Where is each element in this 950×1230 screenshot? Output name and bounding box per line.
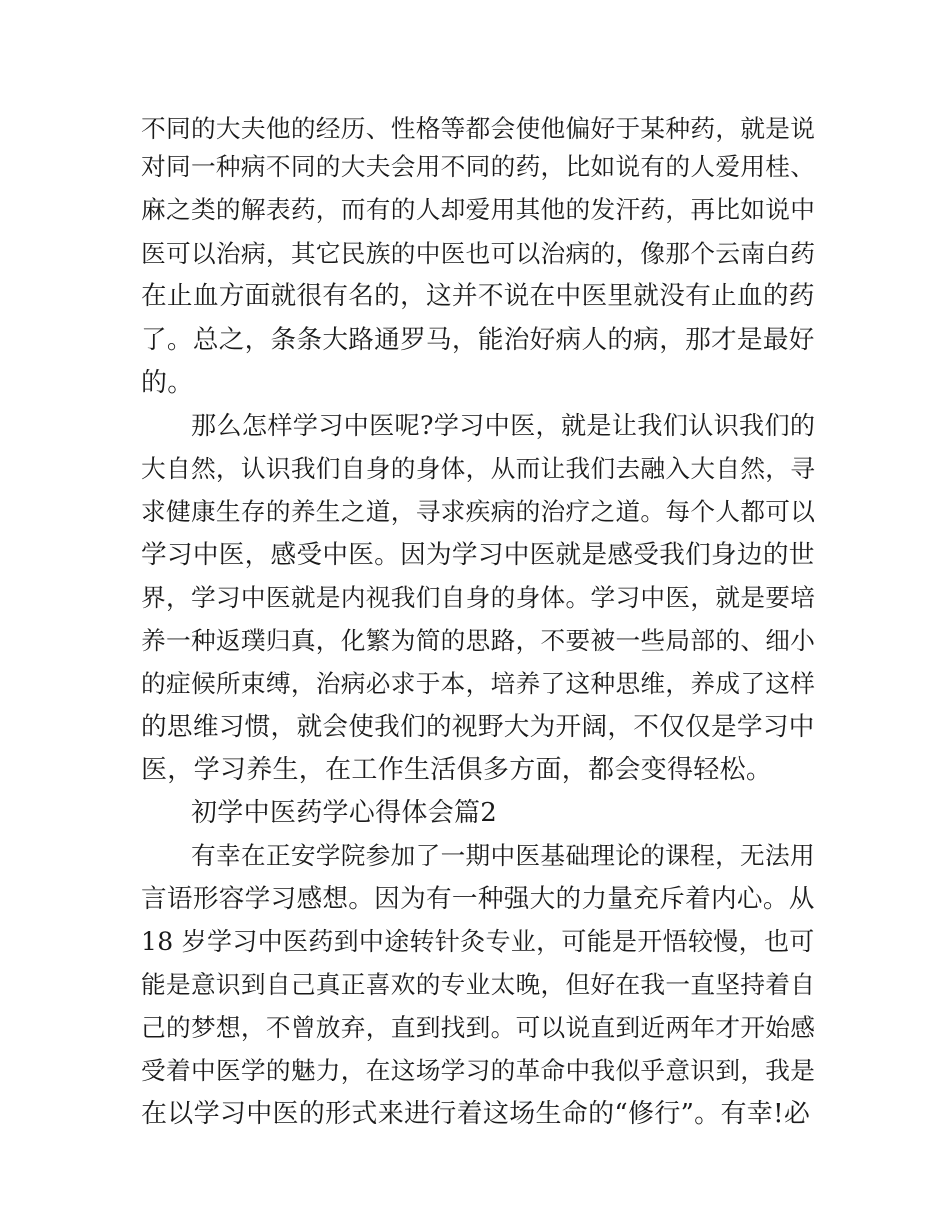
section-heading: 初学中医药学心得体会篇2: [191, 798, 498, 828]
paragraph-1-line-7: 的。: [141, 368, 194, 398]
paragraph-3-line-5: 己的梦想，不曾放弃，直到找到。可以说直到近两年才开始感: [141, 1013, 816, 1042]
paragraph-3-line-1: 有幸在正安学院参加了一期中医基础理论的课程，无法用: [191, 841, 815, 870]
paragraph-1-line-4: 医可以治病，其它民族的中医也可以治病的，像那个云南白药: [141, 239, 816, 268]
paragraph-2-line-1: 那么怎样学习中医呢?学习中医，就是让我们认识我们的: [191, 411, 816, 440]
paragraph-3-line-2: 言语形容学习感想。因为有一种强大的力量充斥着内心。从: [141, 884, 815, 914]
paragraph-3-line-4: 能是意识到自己真正喜欢的专业太晚，但好在我一直坚持着自: [141, 970, 816, 999]
paragraph-1-line-1: 不同的大夫他的经历、性格等都会使他偏好于某种药，就是说: [141, 114, 816, 143]
paragraph-3-line-7: 在以学习中医的形式来进行着这场生命的“修行”。有幸!必: [141, 1099, 811, 1129]
paragraph-1-line-2: 对同一种病不同的大夫会用不同的药，比如说有的人爱用桂、: [141, 152, 816, 181]
paragraph-2-line-2: 大自然，认识我们自身的身体，从而让我们去融入大自然，寻: [141, 454, 816, 483]
paragraph-3-line-3: 18 岁学习中医药到中途转针灸专业，可能是开悟较慢，也可: [141, 927, 815, 956]
paragraph-1-line-5: 在止血方面就很有名的，这并不说在中医里就没有止血的药: [141, 281, 815, 311]
paragraph-2-line-7: 的症候所束缚，治病必求于本，培养了这种思维，养成了这样: [141, 669, 816, 698]
paragraph-2-line-8: 的思维习惯，就会使我们的视野大为开阔，不仅仅是学习中: [141, 712, 815, 742]
paragraph-2-line-5: 界，学习中医就是内视我们自身的身体。学习中医，就是要培: [141, 583, 816, 612]
paragraph-1-line-3: 麻之类的解表药，而有的人却爱用其他的发汗药，再比如说中: [141, 195, 816, 224]
paragraph-2-line-9: 医，学习养生，在工作生活俱多方面，都会变得轻松。: [141, 755, 773, 785]
paragraph-1-line-6: 了。总之，条条大路通罗马，能治好病人的病，那才是最好: [141, 325, 815, 355]
paragraph-3-line-6: 受着中医学的魅力，在这场学习的革命中我似乎意识到，我是: [141, 1056, 816, 1085]
paragraph-2-line-3: 求健康生存的养生之道，寻求疾病的治疗之道。每个人都可以: [141, 497, 816, 526]
paragraph-2-line-6: 养一种返璞归真，化繁为简的思路，不要被一些局部的、细小: [141, 626, 816, 655]
paragraph-2-line-4: 学习中医，感受中医。因为学习中医就是感受我们身边的世: [141, 540, 815, 570]
